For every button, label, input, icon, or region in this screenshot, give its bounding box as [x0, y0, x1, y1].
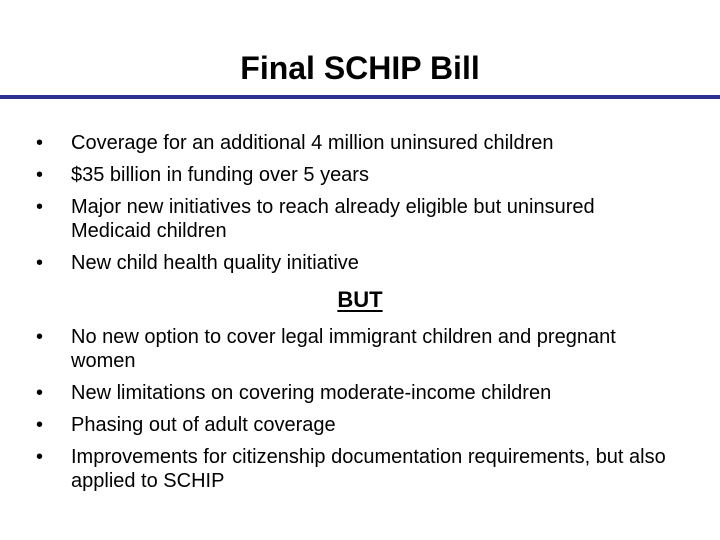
bullet-item: [36, 381, 676, 405]
bottom-bullet-list: [36, 325, 676, 501]
bullet-item: [36, 413, 676, 437]
bullet-dot-icon: •: [36, 326, 44, 348]
bullet-dot-icon: •: [36, 252, 44, 274]
bullet-dot-icon: •: [36, 132, 44, 154]
bullet-dot-icon: •: [36, 446, 44, 468]
but-divider: [0, 286, 720, 314]
slide-title: Final SCHIP Bill: [240, 50, 480, 86]
bullet-text: $35 billion in funding over 5 years: [71, 164, 369, 186]
bullet-item: [36, 131, 676, 155]
bullet-text: New child health quality initiative: [71, 252, 359, 274]
bullet-item: [36, 163, 676, 187]
bullet-dot-icon: •: [36, 196, 44, 218]
bullet-text: No new option to cover legal immigrant children and pregnant women: [71, 326, 616, 372]
bullet-item: [36, 251, 676, 275]
title-underline-rule: [0, 95, 720, 99]
bullet-text: Phasing out of adult coverage: [71, 414, 336, 436]
bullet-item: [36, 325, 676, 373]
bullet-text: New limitations on covering moderate-income children: [71, 382, 552, 404]
bullet-dot-icon: •: [36, 382, 44, 404]
but-divider-label: BUT: [337, 287, 383, 312]
bullet-dot-icon: •: [36, 164, 44, 186]
bullet-text: Coverage for an additional 4 million uninsured children: [71, 132, 554, 154]
bullet-item: [36, 445, 676, 493]
top-bullet-list: [36, 131, 676, 283]
bullet-text: Improvements for citizenship documentation requirements, but also applied to SCHIP: [71, 446, 666, 492]
bullet-text: Major new initiatives to reach already eligible but uninsured Medicaid children: [71, 196, 595, 242]
bullet-item: [36, 195, 676, 243]
bullet-dot-icon: •: [36, 414, 44, 436]
